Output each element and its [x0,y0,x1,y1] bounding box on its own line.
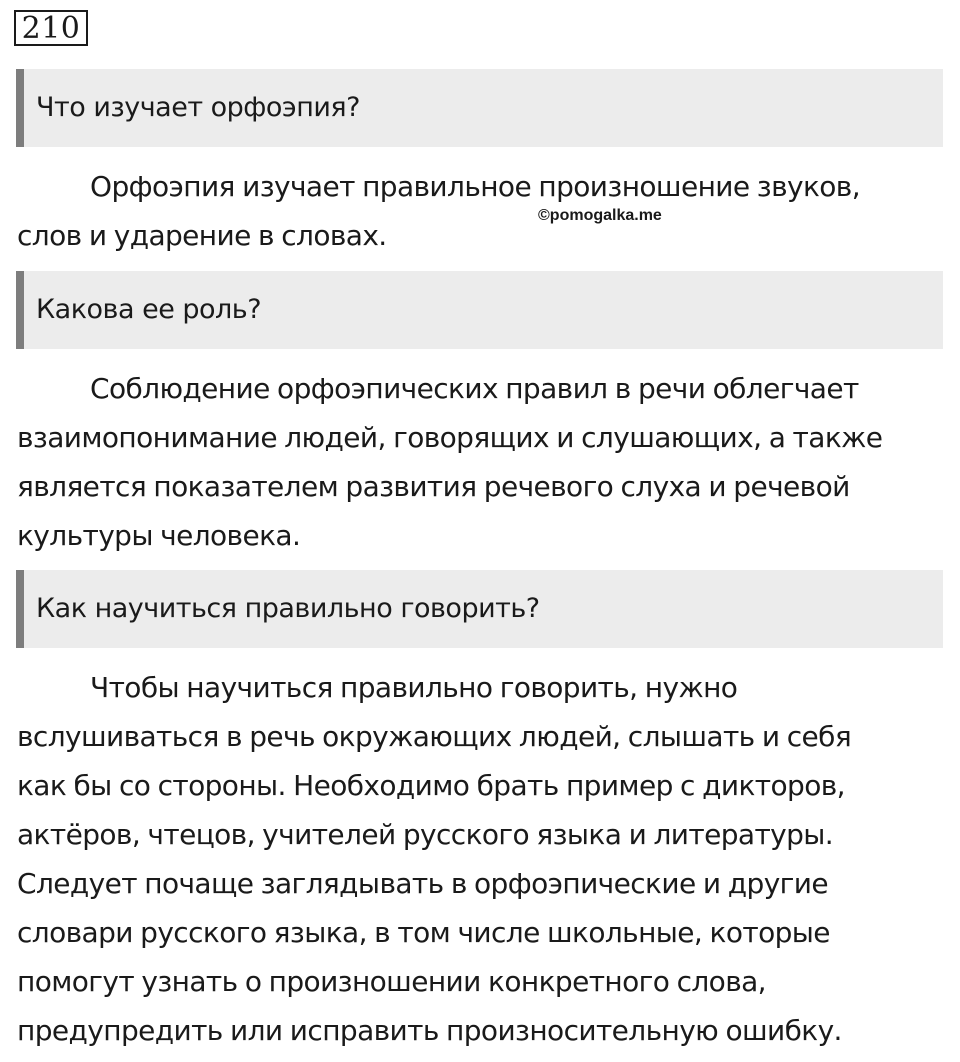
answer-3-line-4: актёров, чтецов, учителей русского языка и литературы. [17,818,834,851]
answer-3-line-8: предупредить или исправить произносительную ошибку. [17,1014,842,1047]
answer-2-line-4: культуры человека. [17,519,301,552]
answer-3-line-7: помогут узнать о произношении конкретного слова, [17,965,766,998]
answer-3-line-6: словари русского языка, в том числе школьные, которые [17,916,830,949]
exercise-number: 210 [14,10,88,46]
answer-3-line-3: как бы со стороны. Необходимо брать пример с дикторов, [17,769,845,802]
answer-2-line-2: взаимопонимание людей, говорящих и слушающих, а также [17,421,883,454]
answer-1-line-1: Орфоэпия изучает правильное произношение звуков, [90,170,861,203]
watermark: ©pomogalka.me [538,207,662,224]
question-3-heading: Как научиться правильно говорить? [16,570,943,648]
answer-3-line-5: Следует почаще заглядывать в орфоэпические и другие [17,867,829,900]
answer-3-line-1: Чтобы научиться правильно говорить, нужно [90,671,738,704]
question-2-heading: Какова ее роль? [16,271,943,349]
answer-3-text [17,663,957,1055]
answer-1-line-2: слов и ударение в словах. [17,219,387,252]
answer-2-text [17,364,957,560]
answer-1-text [17,162,957,260]
question-1-heading: Что изучает орфоэпия? [16,69,943,147]
answer-2-line-1: Соблюдение орфоэпических правил в речи облегчает [90,372,859,405]
answer-2-line-3: является показателем развития речевого слуха и речевой [17,470,850,503]
answer-3-line-2: вслушиваться в речь окружающих людей, слышать и себя [17,720,852,753]
